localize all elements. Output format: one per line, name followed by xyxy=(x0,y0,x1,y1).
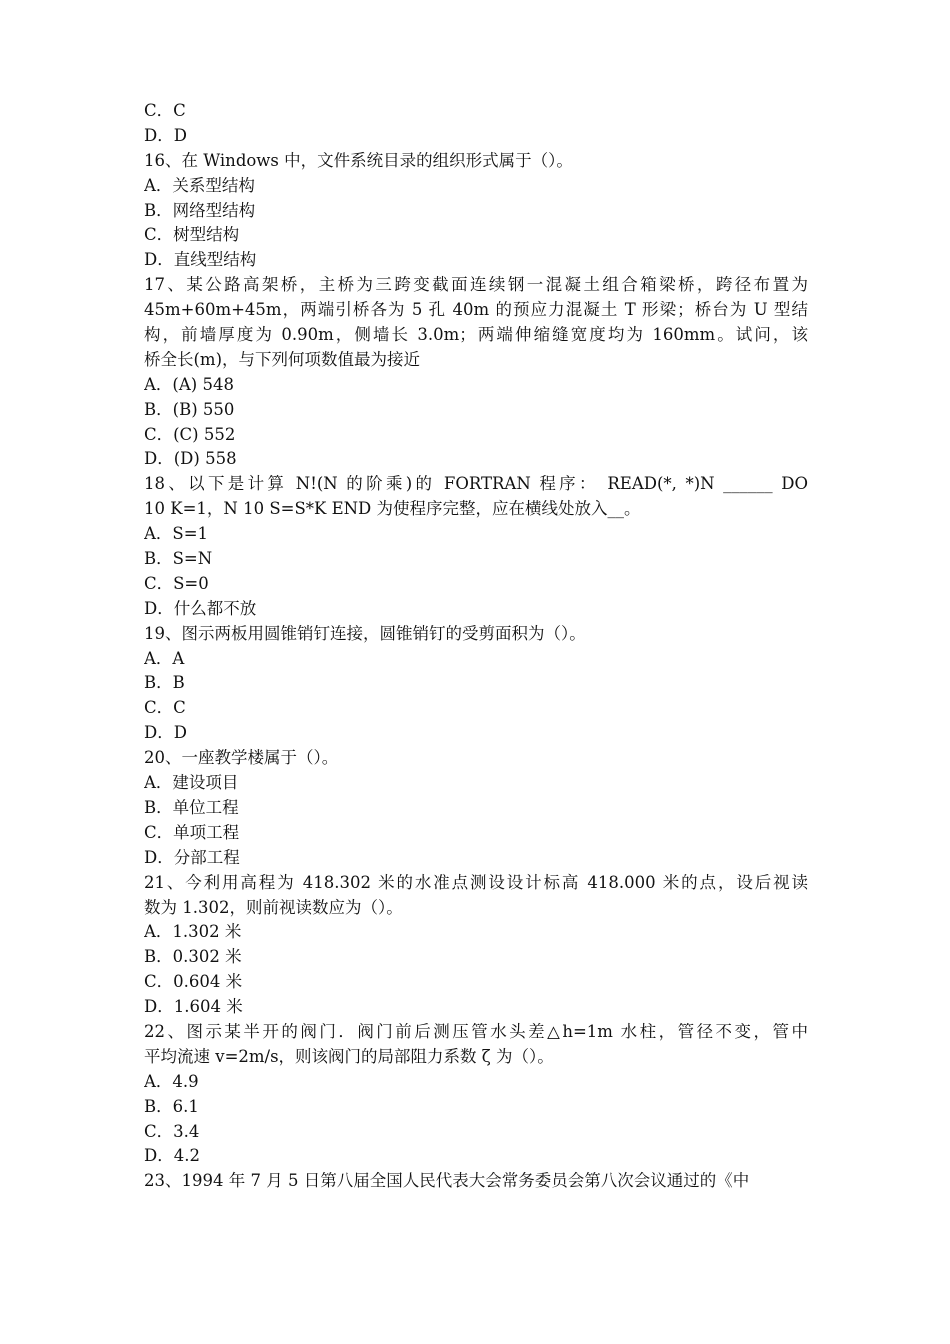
answer-option: A．关系型结构 xyxy=(144,175,255,195)
answer-option: B．0.302 米 xyxy=(144,947,242,967)
question-stem xyxy=(144,273,808,373)
question-stem xyxy=(144,472,808,522)
answer-option: C．单项工程 xyxy=(144,822,240,842)
question-line: 23、1994 年 7 月 5 日第八届全国人民代表大会常务委员会第八次会议通过的《中 xyxy=(144,1171,750,1191)
answer-option: D．1.604 米 xyxy=(144,997,243,1017)
answer-option: D．(D) 558 xyxy=(144,449,237,469)
answer-option: D．直线型结构 xyxy=(144,250,257,270)
question-line: 18、以下是计算 N!(N 的阶乘)的 FORTRAN 程序： READ(*, *)N ______ DO xyxy=(144,474,808,494)
answer-option: B．网络型结构 xyxy=(144,200,256,220)
question-line: 平均流速 v=2m/s，则该阀门的局部阻力系数 ζ 为（）。 xyxy=(144,1046,554,1066)
answer-option: C．C xyxy=(144,698,186,718)
answer-option: D．D xyxy=(144,125,187,145)
question-stem xyxy=(144,746,808,771)
answer-option: C．(C) 552 xyxy=(144,424,236,444)
answer-option: B．6.1 xyxy=(144,1096,199,1116)
question-stem xyxy=(144,1020,808,1070)
answer-option: C．C xyxy=(144,101,186,120)
answer-option: D．4.2 xyxy=(144,1146,200,1166)
question-stem xyxy=(144,871,808,921)
answer-option: A．1.302 米 xyxy=(144,922,242,942)
question-stem xyxy=(144,149,808,174)
document-page xyxy=(144,99,808,1194)
question-line: 构，前墙厚度为 0.90m，侧墙长 3.0m；两端伸缩缝宽度均为 160mm。试问，该 xyxy=(144,325,808,345)
answer-option: C．0.604 米 xyxy=(144,972,243,992)
question-line: 21、今利用高程为 418.302 米的水准点测设设计标高 418.000 米的点，设后视读 xyxy=(144,872,808,892)
answer-option: A．建设项目 xyxy=(144,773,239,793)
question-stem xyxy=(144,1169,808,1194)
answer-option: C．3.4 xyxy=(144,1121,200,1141)
question-line: 桥全长(m)，与下列何项数值最为接近 xyxy=(144,349,421,369)
answer-option: B．B xyxy=(144,673,185,693)
answer-option: D．D xyxy=(144,723,187,743)
answer-option: D．分部工程 xyxy=(144,847,240,867)
question-line: 16、在 Windows 中，文件系统目录的组织形式属于（）。 xyxy=(144,150,573,170)
question-line: 19、图示两板用圆锥销钉连接，圆锥销钉的受剪面积为（）。 xyxy=(144,623,586,643)
answer-option: A．A xyxy=(144,648,185,668)
answer-option: B．单位工程 xyxy=(144,797,239,817)
answer-option: A．S=1 xyxy=(144,524,209,544)
question-line: 10 K=1，N 10 S=S*K END 为使程序完整，应在横线处放入__。 xyxy=(144,499,641,519)
question-line: 45m+60m+45m，两端引桥各为 5 孔 40m 的预应力混凝土 T 形梁；桥台为 U 型结 xyxy=(144,300,808,320)
question-stem xyxy=(144,622,808,647)
question-line: 数为 1.302，则前视读数应为（）。 xyxy=(144,897,403,917)
question-line: 17、某公路高架桥，主桥为三跨变截面连续钢一混凝土组合箱梁桥，跨径布置为 xyxy=(144,275,808,295)
answer-option: B．(B) 550 xyxy=(144,399,235,419)
answer-option: D．什么都不放 xyxy=(144,598,257,618)
question-line: 22、图示某半开的阀门．阀门前后测压管水头差△h=1m 水柱，管径不变，管中 xyxy=(144,1021,808,1041)
answer-option: C．树型结构 xyxy=(144,225,240,245)
answer-option: A．4.9 xyxy=(144,1071,199,1091)
answer-option: B．S=N xyxy=(144,549,213,569)
question-line: 20、一座教学楼属于（）。 xyxy=(144,748,339,768)
answer-option: A．(A) 548 xyxy=(144,374,234,394)
answer-option: C．S=0 xyxy=(144,573,209,593)
